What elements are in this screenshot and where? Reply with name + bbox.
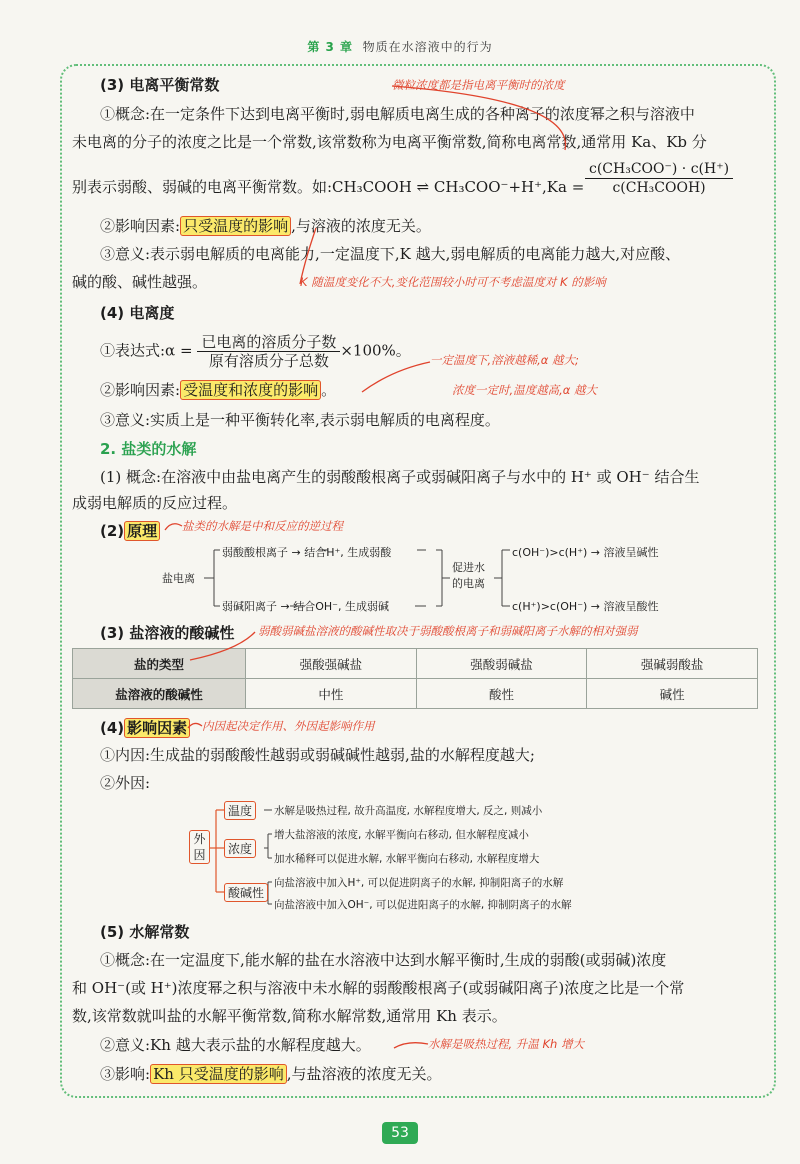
arrow-note-top xyxy=(392,86,566,150)
diagram-mid-line2: 的电离 xyxy=(452,577,485,590)
alpha-denominator: 原有溶质分子总数 xyxy=(208,352,329,370)
table-cell: 强酸弱碱盐 xyxy=(416,649,587,679)
diagram-weak-acid-anion: 弱酸酸根离子 → 结合H⁺, 生成弱酸 xyxy=(222,546,392,559)
ka-factor-tail: ,与溶液的浓度无关。 xyxy=(291,217,431,235)
alpha-numerator: 已电离的溶质分子数 xyxy=(197,333,340,352)
table-cell: 酸性 xyxy=(416,679,587,709)
page-number: 53 xyxy=(382,1122,418,1144)
alpha-label: ①表达式:α = xyxy=(100,341,193,360)
diagram-mid-line1: 促进水 xyxy=(452,561,485,574)
factor-temperature: 温度 xyxy=(224,801,256,820)
ka-meaning-line1: ③意义:表示弱电解质的电离能力,一定温度下,K 越大,弱电解质的电离能力越大,对应酸、 xyxy=(100,245,681,263)
arrow-note-alpha xyxy=(362,362,430,392)
table-cell: 碱性 xyxy=(587,679,758,709)
handwritten-note-k: K 随温度变化不大,变化范围较小时可不考虑温度对 K 的影响 xyxy=(300,275,606,289)
handwritten-note-influence: 内因起决定作用、外因起影响作用 xyxy=(202,719,375,733)
arrow-note-influence xyxy=(188,723,202,728)
heading-salt-acidity: (3) 盐溶液的酸碱性 xyxy=(100,624,235,642)
diagram-result-basic: c(OH⁻)>c(H⁺) → 溶液呈碱性 xyxy=(512,546,659,559)
heading-ionization-constant: (3) 电离平衡常数 xyxy=(100,76,220,94)
table-cell: 强碱弱酸盐 xyxy=(587,649,758,679)
ka-numerator: c(CH₃COO⁻) · c(H⁺) xyxy=(585,160,733,179)
arrow-note-kh xyxy=(394,1043,428,1048)
outer-factor: ②外因: xyxy=(100,774,151,792)
ka-meaning-line2: 碱的酸、碱性越强。 xyxy=(72,273,208,291)
kh-influence-tail: ,与盐溶液的浓度无关。 xyxy=(286,1065,442,1083)
handwritten-note-alpha-2: 浓度一定时,温度越高,α 越大 xyxy=(452,383,598,397)
handwritten-note-alpha-1: 一定温度下,溶液越稀,α 越大; xyxy=(430,353,579,367)
highlight-temperature-only: 只受温度的影响 xyxy=(180,216,291,236)
table-cell: 中性 xyxy=(246,679,417,709)
heading-ionization-degree: (4) 电离度 xyxy=(100,304,175,322)
kh-influence-label: ③影响: xyxy=(100,1065,151,1083)
ka-concept-line2: 未电离的分子的浓度之比是一个常数,该常数称为电离平衡常数,简称电离常数,通常用 Ka、Kb 分 xyxy=(72,133,707,151)
diagram-top-step: 结合H⁺, 生成弱酸 xyxy=(304,546,392,559)
hydrolysis-concept-line2: 成弱电解质的反应过程。 xyxy=(72,494,238,512)
arrow-note-principle xyxy=(165,524,182,530)
table-cell: 强酸强碱盐 xyxy=(246,649,417,679)
inner-factor: ①内因:生成盐的弱酸酸性越弱或弱碱碱性越弱,盐的水解程度越大; xyxy=(100,746,535,764)
factors-root-char1: 外 xyxy=(193,832,206,846)
heading-hydrolysis-constant: (5) 水解常数 xyxy=(100,923,190,941)
factor-temperature-text: 水解是吸热过程, 故升高温度, 水解程度增大, 反之, 则减小 xyxy=(274,805,543,817)
highlight-principle: 原理 xyxy=(124,521,160,541)
factor-acidity-text-1: 向盐溶液中加入H⁺, 可以促进阴离子的水解, 抑制阳离子的水解 xyxy=(274,877,564,889)
factor-acidity: 酸碱性 xyxy=(224,883,268,902)
kh-concept-line2: 和 OH⁻(或 H⁺)浓度幂之积与溶液中未水解的弱酸酸根离子(或弱碱阳离子)浓度之比是一个常 xyxy=(72,979,685,997)
influence-num: (4) xyxy=(100,719,125,737)
ka-factor-label: ②影响因素: xyxy=(100,217,181,235)
kh-concept-line1: ①概念:在一定温度下,能水解的盐在水溶液中达到水解平衡时,生成的弱酸(或弱碱)浓度 xyxy=(100,951,667,969)
handwritten-note-kh: 水解是吸热过程, 升温 Kh 增大 xyxy=(428,1037,584,1051)
table-cell: 盐的类型 xyxy=(73,649,246,679)
handwritten-note-top: 微粒浓度都是指电离平衡时的浓度 xyxy=(392,78,565,92)
kh-concept-line3: 数,该常数就叫盐的水解平衡常数,简称水解常数,通常用 Kh 表示。 xyxy=(72,1007,507,1025)
highlight-temp-and-conc: 受温度和浓度的影响 xyxy=(180,380,321,400)
alpha-factor-tail: 。 xyxy=(321,381,337,399)
highlight-kh-temperature: Kh 只受温度的影响 xyxy=(150,1064,287,1084)
alpha-meaning: ③意义:实质上是一种平衡转化率,表示弱电解质的电离程度。 xyxy=(100,411,500,429)
diagram-weak-base-cation: 弱碱阳离子 → 结合OH⁻, 生成弱碱 xyxy=(222,600,389,613)
factor-concentration-text-2: 加水稀释可以促进水解, 水解平衡向右移动, 水解程度增大 xyxy=(274,853,540,865)
kh-meaning: ②意义:Kh 越大表示盐的水解程度越大。 xyxy=(100,1036,371,1054)
alpha-tail: ×100%。 xyxy=(340,341,411,360)
handwritten-note-salt: 弱酸弱碱盐溶液的酸碱性取决于弱酸酸根离子和弱碱阳离子水解的相对强弱 xyxy=(258,624,638,638)
factor-concentration-text-1: 增大盐溶液的浓度, 水解平衡向右移动, 但水解程度减小 xyxy=(274,829,529,841)
arrow-note-k xyxy=(300,228,316,284)
ka-denominator: c(CH₃COOH) xyxy=(612,180,706,196)
diagram-bottom-step: 结合OH⁻, 生成弱碱 xyxy=(293,600,389,613)
handwritten-note-principle: 盐类的水解是中和反应的逆过程 xyxy=(182,519,343,533)
chapter-title: 物质在水溶液中的行为 xyxy=(362,40,493,54)
table-cell: 盐溶液的酸碱性 xyxy=(73,679,246,709)
diagram-top-ion: 弱酸酸根离子 xyxy=(222,546,288,559)
section-title-salt-hydrolysis: 2. 盐类的水解 xyxy=(100,440,197,458)
highlight-influence: 影响因素 xyxy=(124,718,190,738)
ka-concept-line3: 别表示弱酸、弱碱的电离平衡常数。如:CH₃COOH ⇌ CH₃COO⁻+H⁺,Ka = xyxy=(72,178,585,196)
factors-root-char2: 因 xyxy=(193,848,206,862)
factor-concentration: 浓度 xyxy=(224,839,256,858)
diagram-result-acidic: c(H⁺)>c(OH⁻) → 溶液呈酸性 xyxy=(512,600,659,613)
principle-num: (2) xyxy=(100,522,125,540)
factor-acidity-text-2: 向盐溶液中加入OH⁻, 可以促进阳离子的水解, 抑制阴离子的水解 xyxy=(274,899,572,911)
ka-concept-line1: ①概念:在一定条件下达到电离平衡时,弱电解质电离生成的各种离子的浓度幂之积与溶液中 xyxy=(100,105,695,123)
diagram-bottom-ion: 弱碱阳离子 xyxy=(222,600,277,613)
hydrolysis-concept-line1: (1) 概念:在溶液中由盐电离产生的弱酸酸根离子或弱碱阳离子与水中的 H⁺ 或 OH⁻ 结合生 xyxy=(100,468,700,486)
chapter-number: 第 3 章 xyxy=(307,40,354,54)
alpha-factor-label: ②影响因素: xyxy=(100,381,181,399)
arrow-note-salt xyxy=(190,632,255,660)
diagram-root: 盐电离 xyxy=(162,572,195,585)
